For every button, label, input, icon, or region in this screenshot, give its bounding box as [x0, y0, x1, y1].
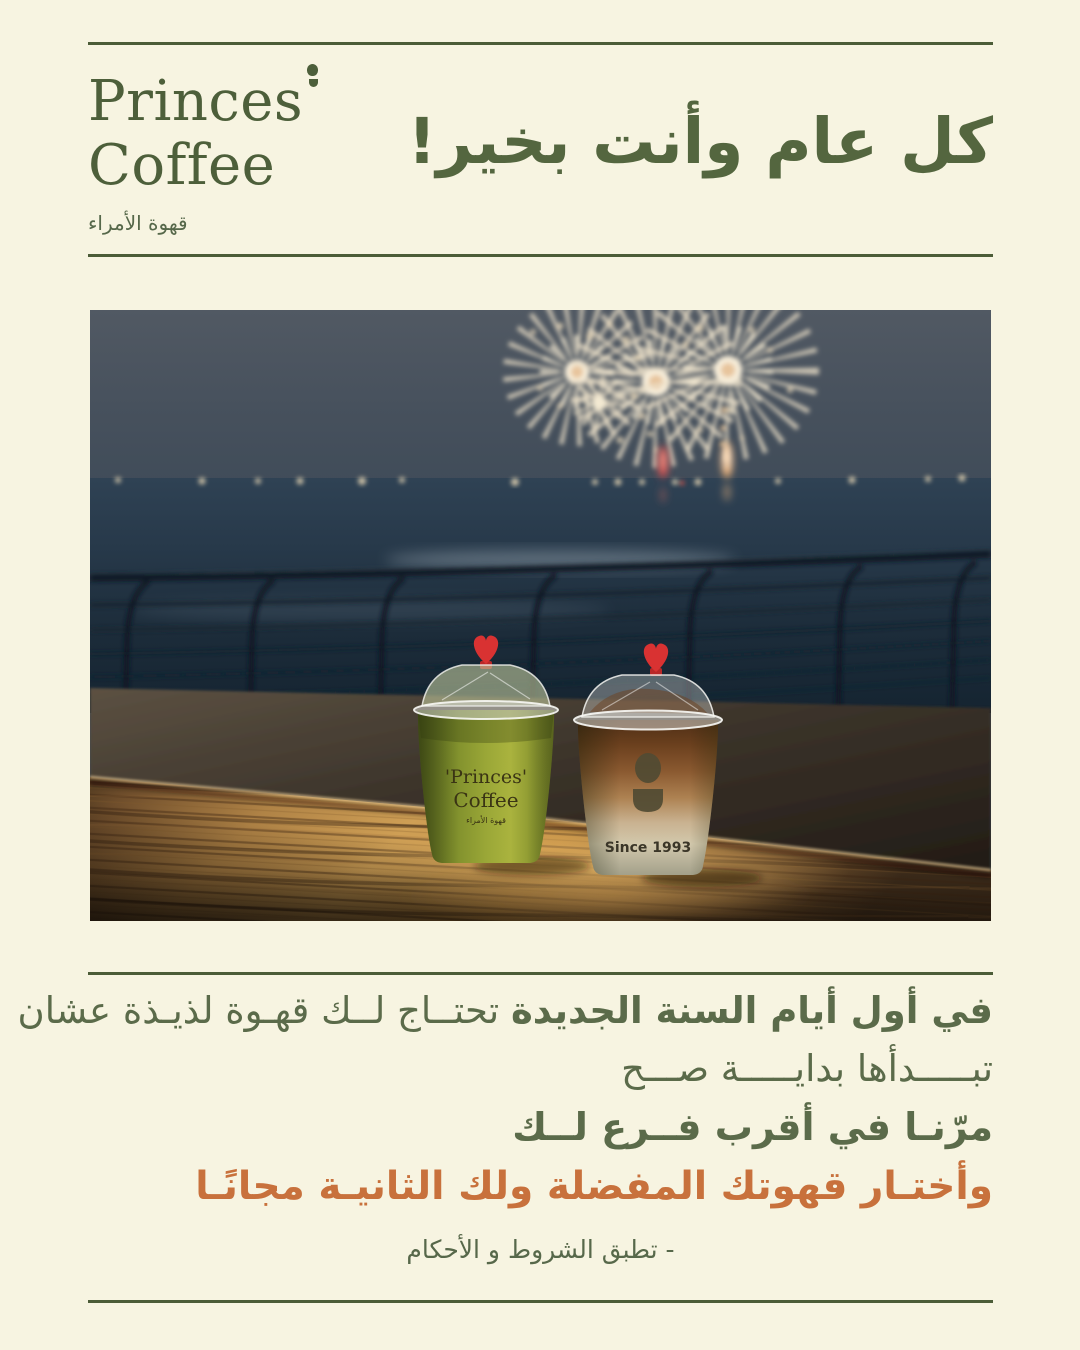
- copy-line1-rest: تحتــاج لــك قهـوة لذيـذة عشان: [17, 989, 511, 1032]
- top-divider: [88, 42, 993, 45]
- hero-photo-scene: [90, 310, 991, 921]
- cup-brand-line2: Coffee: [453, 788, 519, 812]
- hero-photo: [90, 310, 991, 921]
- copy-offer-line: وأختـار قهوتك المفضلة ولك الثانيـة مجانًـا: [195, 1164, 993, 1209]
- copy-line2: تبـــــدأها بدايـــــة صـــح: [621, 1047, 993, 1090]
- since-label: Since 1993: [604, 840, 692, 856]
- brand-subtitle-arabic: قهوة الأمراء: [88, 211, 188, 235]
- terms-note: - تطبق الشروط و الأحكام: [406, 1235, 675, 1264]
- promo-copy: [17, 982, 993, 1270]
- brand-name-line1: [88, 64, 319, 134]
- brand-name-text: Princes: [88, 69, 304, 134]
- brand-name-line2: Coffee: [88, 133, 276, 198]
- cup-brand-line1: 'Princes': [444, 766, 528, 788]
- copy-line3: مرّنـا في أقرب فــرع لــك: [512, 1105, 993, 1149]
- photo-divider: [88, 972, 993, 975]
- cup-brand-arabic: قهوة الأمراء: [466, 816, 506, 825]
- copy-line1: [17, 982, 993, 1040]
- greeting-headline: كل عام وأنت بخير!: [407, 105, 993, 178]
- brand-logo: [88, 64, 319, 234]
- latte-lid-rim: [574, 711, 722, 730]
- copy-line1-bold: في أول أيام السنة الجديدة: [510, 989, 993, 1032]
- header-divider: [88, 254, 993, 257]
- bottom-divider: [88, 1300, 993, 1303]
- matcha-lid-rim: [414, 701, 558, 719]
- cup-apostrophe-icon: [307, 64, 319, 98]
